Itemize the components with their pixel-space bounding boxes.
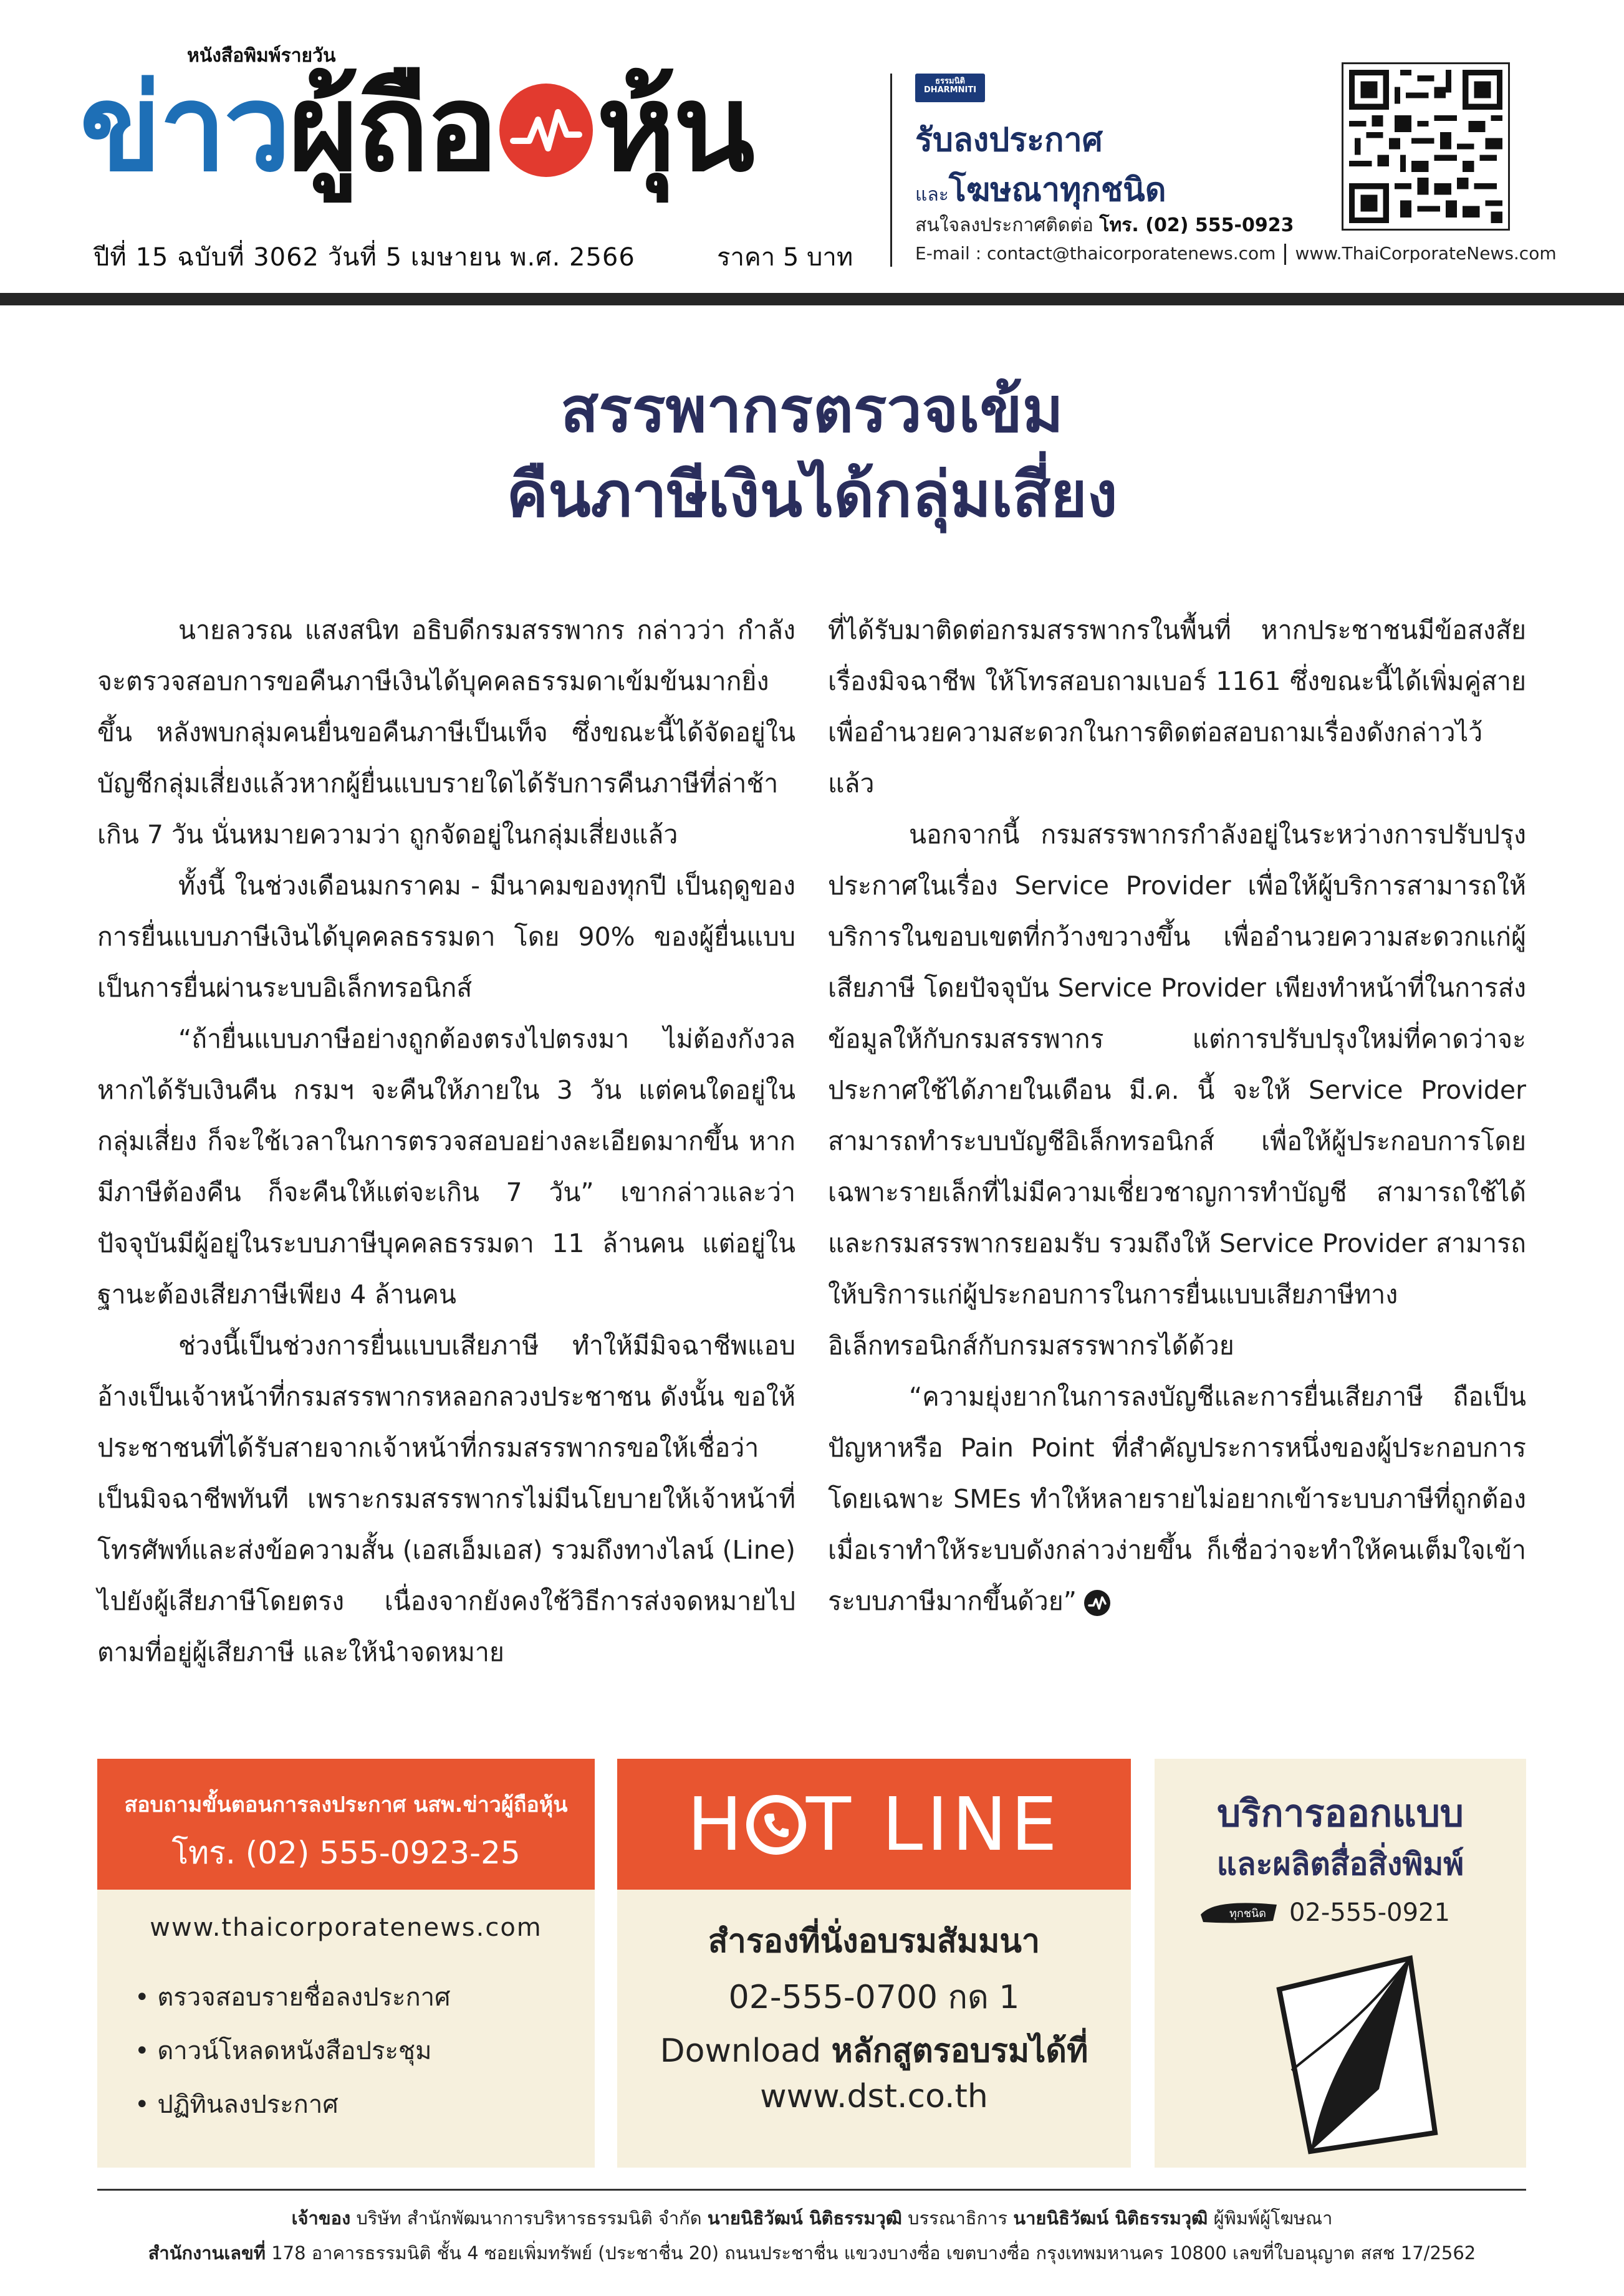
hotline-phone[interactable]: 02-555-0700 กด 1 xyxy=(728,1979,1020,2016)
announcement-box-phone[interactable]: โทร. (02) 555-0923-25 xyxy=(171,1835,521,1871)
announcement-box-title: สอบถามขั้นตอนการลงประกาศ นสพ.ข่าวผู้ถือหุ้น xyxy=(124,1792,568,1817)
announcement-box-header xyxy=(97,1759,595,1890)
design-service-subtitle: และผลิตสื่อสิ่งพิมพ์ xyxy=(1216,1846,1464,1882)
header-rule xyxy=(0,293,1624,305)
logo-text-part3: หุ้น xyxy=(596,59,752,198)
ad-line2 xyxy=(915,163,1166,215)
masthead xyxy=(0,0,1624,305)
ad-line2-text: โฆษณาทุกชนิด xyxy=(948,171,1166,209)
article-column-right xyxy=(828,605,1526,1627)
footer-address-label: สำนักงานเลขที่ xyxy=(148,2242,266,2264)
download-course-label: หลักสูตรอบรมได้ที่ xyxy=(831,2032,1088,2070)
hotline-text-left: H xyxy=(687,1781,746,1867)
footer-editor-role: บรรณาธิการ xyxy=(908,2208,1008,2229)
footer-owner-label: เจ้าของ xyxy=(291,2208,351,2229)
header-divider xyxy=(890,74,892,267)
email-link[interactable]: E-mail : contact@thaicorporatenews.com xyxy=(915,243,1276,264)
announcement-box-list xyxy=(135,1971,451,2131)
hotline-text-right: T LINE xyxy=(805,1781,1061,1867)
folded-paper-logo-icon xyxy=(1254,1946,1441,2158)
footer-owner: บริษัท สำนักพัฒนาการบริหารธรรมนิติ จำกัด xyxy=(356,2208,702,2229)
footer-address: 178 อาคารธรรมนิติ ชั้น 4 ซอยเพิ่มทรัพย์ (ประชาชื่น 20) ถนนประชาชื่น แขวงบางซื่อ เขตบางซื่อ กรุงเทพมหานคร 10800 เลขที่ใบอนุญาต สสช 17/2562 xyxy=(271,2242,1476,2264)
hotline-download xyxy=(617,2024,1131,2076)
ad-phone[interactable]: โทร. (02) 555-0923 xyxy=(1099,214,1294,236)
ad-line3 xyxy=(915,211,1294,240)
headline xyxy=(0,368,1624,537)
article-paragraph: “ถ้ายื่นแบบภาษีอย่างถูกต้องตรงไปตรงมา ไม่ต้องกังวล หากได้รับเงินคืน กรมฯ จะคืนให้ภายใน 3 วัน แต่คนใดอยู่ในกลุ่มเสี่ยง ก็จะใช้เวลาในการตรวจสอบอย่างละเอียดมากขึ้น หากมีภาษีต้องคืน ก็จะคืนให้แต่จะเกิน 7 วัน” เขากล่าวและว่า ปัจจุบันมีผู้อยู่ในระบบภาษีบุคคลธรรมดา 11 ล้านคน แต่อยู่ในฐานะต้องเสียภาษีเพียง 4 ล้านคน xyxy=(97,1024,795,1309)
article-paragraph-continued: ที่ได้รับมาติดต่อกรมสรรพากรในพื้นที่ หากประชาชนมีข้อสงสัยเรื่องมิจฉาชีพ ให้โทรสอบถามเบอร์ 1161 ซึ่งขณะนี้ได้เพิ่มคู่สายเพื่ออำนวยความสะดวกในการติดต่อสอบถามเรื่องดังกล่าวไว้แล้ว xyxy=(828,615,1526,798)
article-paragraph: ช่วงนี้เป็นช่วงการยื่นแบบเสียภาษี ทำให้มีมิจฉาชีพแอบอ้างเป็นเจ้าหน้าที่กรมสรรพากรหลอกลวงประชาชน ดังนั้น ขอให้ประชาชนที่ได้รับสายจากเจ้าหน้าที่กรมสรรพากรขอให้เชื่อว่า เป็นมิจฉาชีพทันที เพราะกรมสรรพากรไม่มีนโยบายให้เจ้าหน้าที่โทรศัพท์และส่งข้อความสั้น (เอสเอ็มเอส) รวมถึงทางไลน์ (Line) ไปยังผู้เสียภาษีโดยตรง เนื่องจากยังคงใช้วิธีการส่งจดหมายไปตามที่อยู่ผู้เสียภาษี และให้นำจดหมาย xyxy=(97,1331,795,1667)
footer-editor-name: นายนิธิวัฒน์ นิติธรรมวุฒิ xyxy=(707,2208,902,2229)
tagline: หนังสือพิมพ์รายวัน xyxy=(187,45,336,67)
logo-text-part1: ข่าว xyxy=(80,59,289,198)
hotline-seminar-title: สำรองที่นั่งอบรมสัมมนา xyxy=(708,1923,1040,1960)
contact-separator xyxy=(1284,244,1286,265)
hotline-box xyxy=(617,1759,1131,2168)
footer-publisher-role: ผู้พิมพ์ผู้โฆษณา xyxy=(1213,2208,1333,2229)
dharmniti-badge xyxy=(915,74,985,102)
announcement-box-url[interactable]: www.thaicorporatenews.com xyxy=(150,1913,542,1942)
headline-line2: คืนภาษีเงินได้กลุ่มเสี่ยง xyxy=(506,458,1118,531)
download-label: Download xyxy=(660,2032,822,2070)
contact-row xyxy=(915,243,1557,265)
article-paragraph: ทั้งนี้ ในช่วงเดือนมกราคม - มีนาคมของทุกปี เป็นฤดูของการยื่นแบบภาษีเงินได้บุคคลธรรมดา โดย 90% ของผู้ยื่นแบบเป็นการยื่นผ่านระบบอิเล็กทรอนิกส์ xyxy=(97,871,795,1003)
design-service-title: บริการออกแบบ xyxy=(1217,1792,1464,1835)
hotline-header xyxy=(617,1759,1131,1890)
list-item[interactable]: • ตรวจสอบรายชื่อลงประกาศ xyxy=(135,1971,451,2024)
dharmniti-badge-th: ธรรมนิติ xyxy=(935,77,965,86)
design-service-box xyxy=(1155,1759,1526,2168)
article-end-icon xyxy=(1084,1590,1110,1616)
headline-line1: สรรพากรตรวจเข้ม xyxy=(560,373,1064,446)
ad-line3-prefix: สนใจลงประกาศติดต่อ xyxy=(915,214,1093,236)
newspaper-logo[interactable] xyxy=(80,57,752,201)
brush-stroke-text: ทุกชนิด xyxy=(1229,1907,1266,1920)
article-paragraph: นอกจากนี้ กรมสรรพากรกำลังอยู่ในระหว่างการปรับปรุงประกาศในเรื่อง Service Provider เพื่อให้ผู้บริการสามารถให้บริการในขอบเขตที่กว้างขวางขึ้น เพื่ออำนวยความสะดวกแก่ผู้เสียภาษี โดยปัจจุบัน Service Provider เพียงทำหน้าที่ในการส่งข้อมูลให้กับกรมสรรพากร แต่การปรับปรุงใหม่ที่คาดว่าจะประกาศใช้ได้ภายในเดือน มี.ค. นี้ จะให้ Service Provider สามารถทำระบบบัญชีอิเล็กทรอนิกส์ เพื่อให้ผู้ประกอบการโดยเฉพาะรายเล็กที่ไม่มีความเชี่ยวชาญการทำบัญชี สามารถใช้ได้และกรมสรรพากรยอมรับ รวมถึงให้ Service Provider สามารถให้บริการแก่ผู้ประกอบการในการยื่นแบบเสียภาษีทางอิเล็กทรอนิกส์กับกรมสรรพากรได้ด้วย xyxy=(828,820,1526,1361)
article-paragraph-last xyxy=(828,1371,1526,1627)
ad-line2-prefix: และ xyxy=(915,184,949,206)
article-column-left xyxy=(97,605,795,1678)
logo-text-part2: ผู้ถือ xyxy=(288,59,496,198)
dharmniti-badge-en: DHARMNITI xyxy=(923,85,977,95)
qr-code-icon[interactable] xyxy=(1342,62,1510,231)
design-service-phone[interactable]: 02-555-0921 xyxy=(1289,1898,1450,1927)
price: ราคา 5 บาท xyxy=(717,243,853,272)
announcement-box xyxy=(97,1759,595,2168)
footer-publisher-name: นายนิธิวัฒน์ นิติธรรมวุฒิ xyxy=(1013,2208,1208,2229)
list-item[interactable]: • ปฏิทินลงประกาศ xyxy=(135,2078,451,2131)
hotline-website[interactable]: www.dst.co.th xyxy=(760,2078,988,2115)
issue-line: ปีที่ 15 ฉบับที่ 3062 วันที่ 5 เมษายน พ.ศ. 2566 xyxy=(94,243,635,272)
article-quote: “ความยุ่งยากในการลงบัญชีและการยื่นเสียภาษี ถือเป็นปัญหาหรือ Pain Point ที่สำคัญประการหนึ่งของผู้ประกอบการโดยเฉพาะ SMEs ทำให้หลายรายไม่อยากเข้าระบบภาษีที่ถูกต้อง เมื่อเราทำให้ระบบดังกล่าวง่ายขึ้น ก็เชื่อว่าจะทำให้คนเต็มใจเข้าระบบภาษีมากขึ้นด้วย” xyxy=(828,1382,1526,1616)
website-link[interactable]: www.ThaiCorporateNews.com xyxy=(1295,243,1557,264)
stock-chart-icon xyxy=(499,84,593,177)
ad-line1: รับลงประกาศ xyxy=(915,122,1103,159)
footer-address-line xyxy=(0,2239,1624,2267)
article-paragraph: นายลวรณ แสงสนิท อธิบดีกรมสรรพากร กล่าวว่า กำลังจะตรวจสอบการขอคืนภาษีเงินได้บุคคลธรรมดาเข้มข้นมากยิ่งขึ้น หลังพบกลุ่มคนยื่นขอคืนภาษีเป็นเท็จ ซึ่งขณะนี้ได้จัดอยู่ในบัญชีกลุ่มเสี่ยงแล้วหากผู้ยื่นแบบรายใดได้รับการคืนภาษีที่ล่าช้าเกิน 7 วัน นั่นหมายความว่า ถูกจัดอยู่ในกลุ่มเสี่ยงแล้ว xyxy=(97,615,795,849)
brush-stroke-label xyxy=(1198,1896,1279,1927)
footer-owner-line xyxy=(0,2204,1624,2232)
phone-icon xyxy=(746,1795,806,1855)
list-item[interactable]: • ดาวน์โหลดหนังสือประชุม xyxy=(135,2024,451,2078)
footer-rule xyxy=(97,2189,1526,2191)
